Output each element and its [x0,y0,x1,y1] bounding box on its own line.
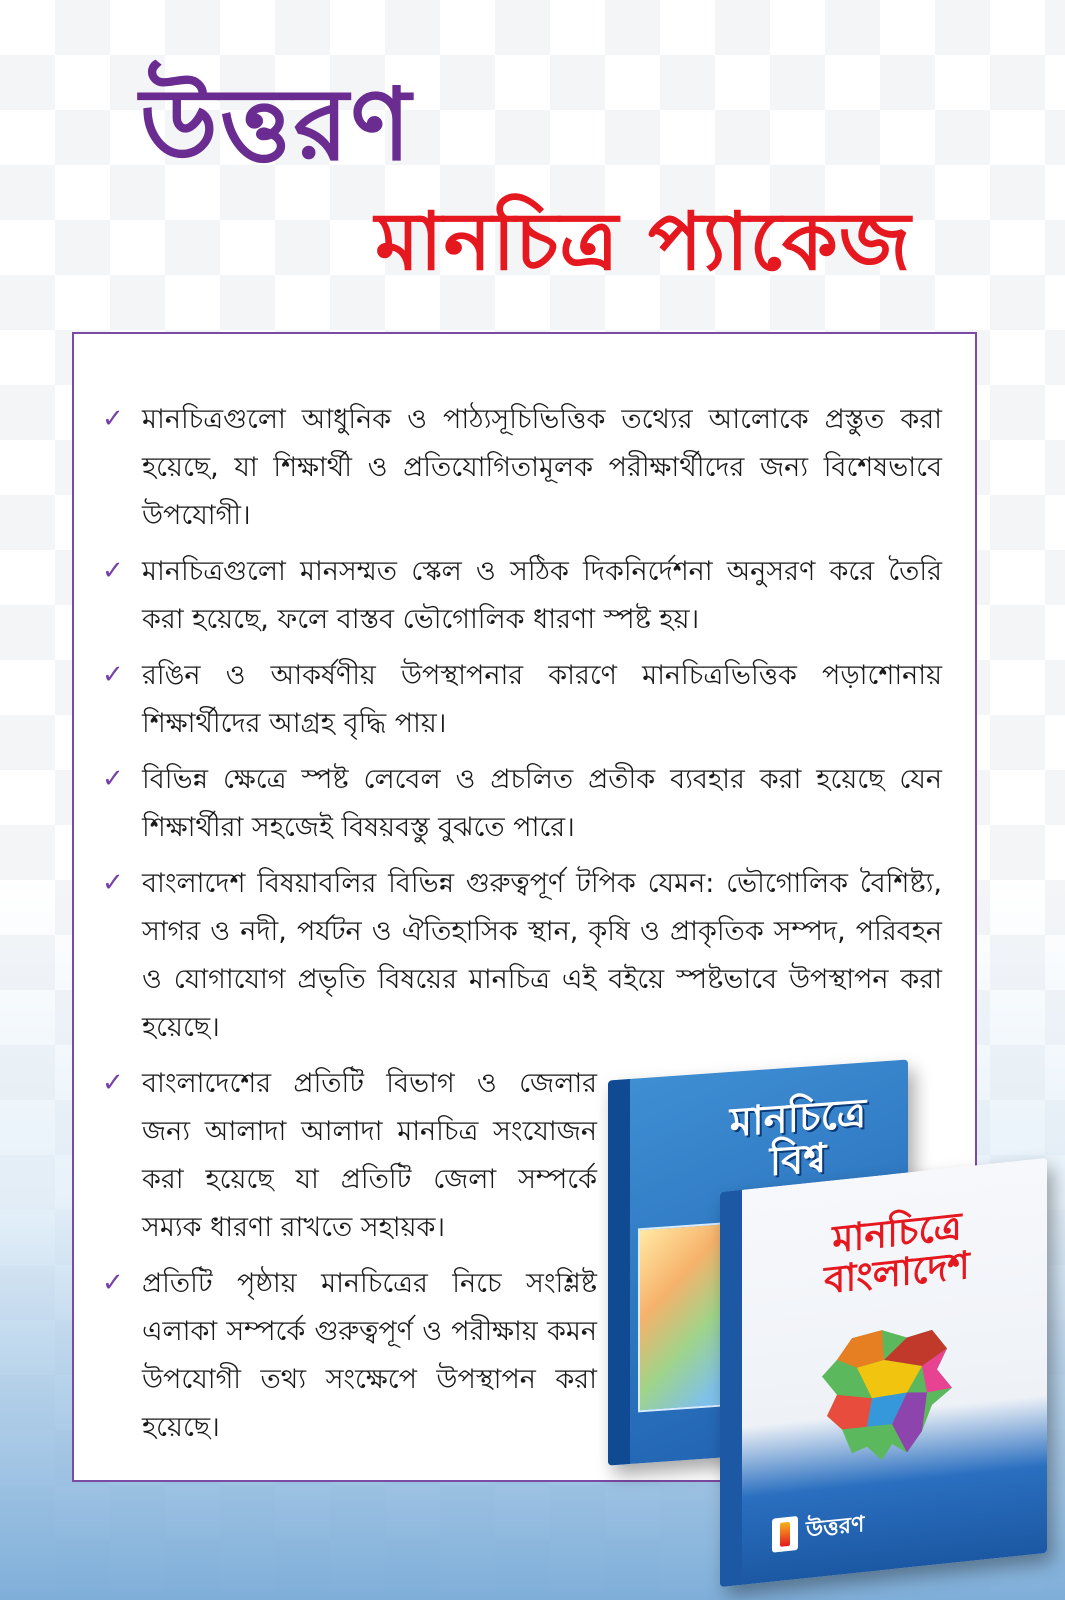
check-icon: ✓ [102,764,124,794]
feature-text: বিভিন্ন ক্ষেত্রে স্পষ্ট লেবেল ও প্রচলিত প্রতীক ব্যবহার করা হয়েছে যেন শিক্ষার্থীরা সহজেই বিষয়বস্তু বুঝতে পারে। [142,764,942,843]
check-icon: ✓ [102,556,124,586]
feature-text: বাংলাদেশের প্রতিটি বিভাগ ও জেলার জন্য আলাদা আলাদা মানচিত্র সংযোজন করা হয়েছে যা প্রতিটি জেলা সম্পর্কে সম্যক ধারণা রাখতে সহায়ক। [142,1068,597,1243]
feature-item [102,860,942,1052]
publisher-name: উত্তরণ [806,1512,865,1544]
bangladesh-map-image [812,1317,962,1473]
package-title: মানচিত্র প্যাকেজ [375,195,912,288]
world-book-title: মানচিত্রে বিশ্ব [729,1090,867,1186]
book-covers [608,1045,1038,1575]
feature-text: মানচিত্রগুলো মানসম্মত স্কেল ও সঠিক দিকনির্দেশনা অনুসরণ করে তৈরি করা হয়েছে, ফলে বাস্তব ভৌগোলিক ধারণা স্পষ্ট হয়। [142,556,942,635]
feature-item [102,396,942,540]
feature-text: প্রতিটি পৃষ্ঠায় মানচিত্রের নিচে সংশ্লিষ্ট এলাকা সম্পর্কে গুরুত্বপূর্ণ ও পরীক্ষায় কমন উপযোগী তথ্য সংক্ষেপে উপস্থাপন করা হয়েছে। [142,1268,597,1443]
feature-item [102,548,942,644]
uttoron-logo-icon [772,1515,798,1552]
feature-item [102,652,942,748]
feature-text: রঙিন ও আকর্ষণীয় উপস্থাপনার কারণে মানচিত্রভিত্তিক পড়াশোনায় শিক্ষার্থীদের আগ্রহ বৃদ্ধি পায়। [142,660,942,739]
brand-title: উত্তরণ [140,66,413,183]
check-icon: ✓ [102,1268,124,1298]
bangladesh-map-book [720,1158,1047,1587]
publisher-logo [772,1507,864,1554]
feature-text: মানচিত্রগুলো আধুনিক ও পাঠ্যসূচিভিত্তিক তথ্যের আলোকে প্রস্তুত করা হয়েছে, যা শিক্ষার্থী ও প্রতিযোগিতামূলক পরীক্ষার্থীদের জন্য বিশেষভাবে উপযোগী। [142,404,942,531]
feature-text: বাংলাদেশ বিষয়াবলির বিভিন্ন গুরুত্বপূর্ণ টপিক যেমন: ভৌগোলিক বৈশিষ্ট্য, সাগর ও নদী, পর্যটন ও ঐতিহাসিক স্থান, কৃষি ও প্রাকৃতিক সম্পদ, পরিবহন ও যোগাযোগ প্রভৃতি বিষয়ের মানচিত্র এই বইয়ে স্পষ্টভাবে উপস্থাপন করা হয়েছে। [142,868,942,1043]
bangladesh-book-title: মানচিত্রে বাংলাদেশ [824,1203,970,1303]
feature-item [102,756,942,852]
check-icon: ✓ [102,1068,124,1098]
book-spine [608,1079,630,1466]
check-icon: ✓ [102,868,124,898]
check-icon: ✓ [102,404,124,434]
check-icon: ✓ [102,660,124,690]
